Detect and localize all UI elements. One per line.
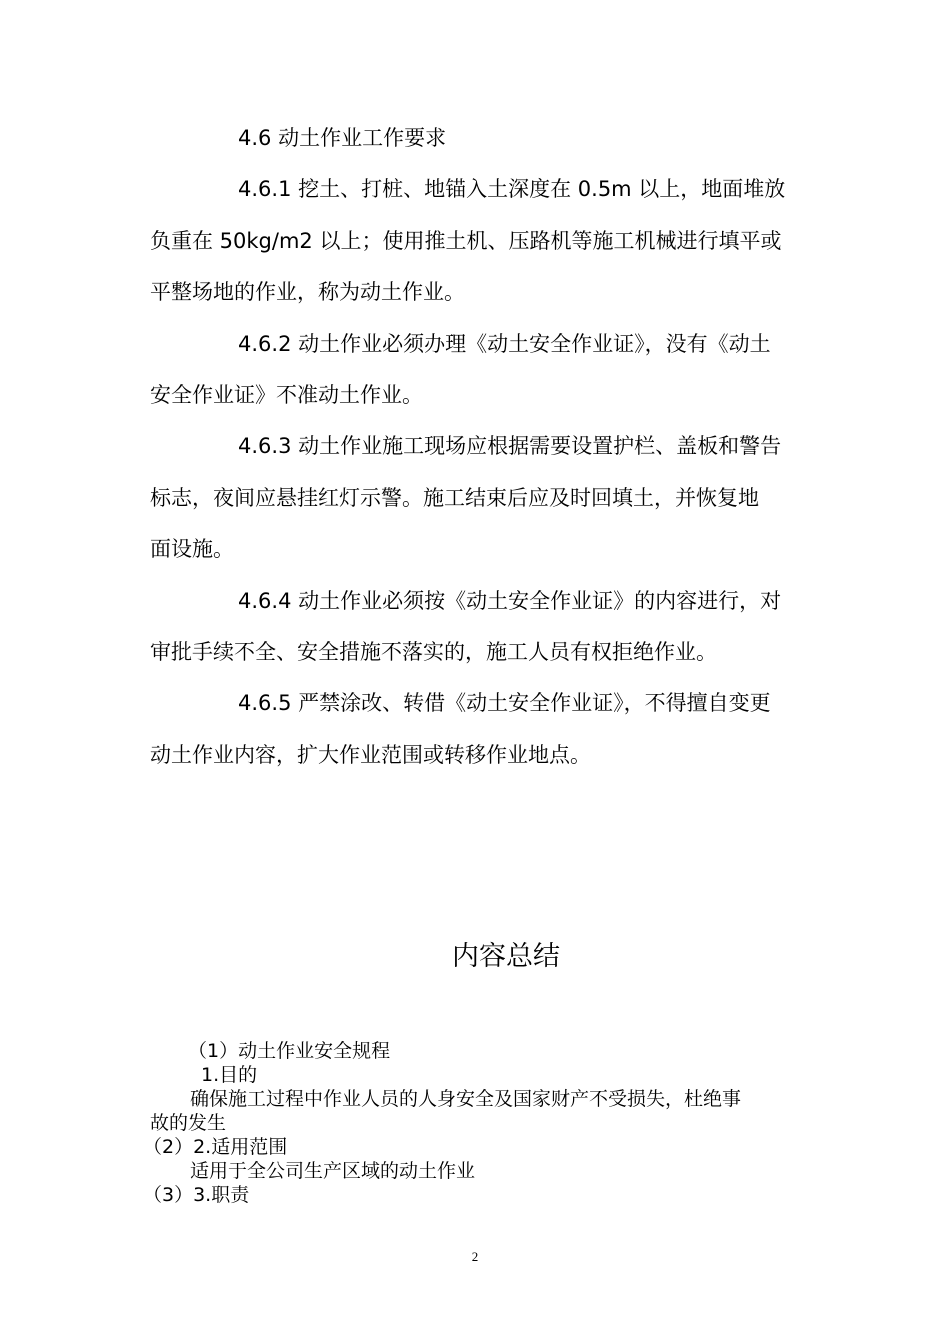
paragraph-line: 审批手续不全、安全措施不落实的，施工人员有权拒绝作业。 bbox=[150, 640, 717, 664]
summary-item: （3）3.职责 bbox=[143, 1184, 250, 1206]
paragraph-line: 安全作业证》不准动土作业。 bbox=[150, 383, 423, 407]
paragraph-line: 标志，夜间应悬挂红灯示警。施工结束后应及时回填土，并恢复地 bbox=[150, 486, 759, 510]
paragraph-line: 4.6.5 严禁涂改、转借《动土安全作业证》，不得擅自变更 bbox=[238, 691, 771, 715]
paragraph-line: 面设施。 bbox=[150, 537, 234, 561]
summary-title: 内容总结 bbox=[452, 941, 560, 972]
paragraph-line: 负重在 50kg/m2 以上；使用推土机、压路机等施工机械进行填平或 bbox=[150, 229, 782, 253]
page-number: 2 bbox=[471, 1249, 479, 1264]
heading-4-6: 4.6 动土作业工作要求 bbox=[238, 126, 447, 150]
summary-item: （2）2.适用范围 bbox=[143, 1136, 288, 1158]
paragraph-line: 4.6.3 动土作业施工现场应根据需要设置护栏、盖板和警告 bbox=[238, 434, 782, 458]
summary-item: （1）动土作业安全规程 bbox=[188, 1040, 391, 1062]
paragraph-line: 4.6.4 动土作业必须按《动土安全作业证》的内容进行，对 bbox=[238, 589, 782, 613]
summary-item: 故的发生 bbox=[150, 1112, 227, 1134]
paragraph-line: 4.6.2 动土作业必须办理《动土安全作业证》，没有《动土 bbox=[238, 332, 771, 356]
paragraph-line: 平整场地的作业，称为动土作业。 bbox=[150, 280, 465, 304]
paragraph-line: 4.6.1 挖土、打桩、地锚入土深度在 0.5m 以上，地面堆放 bbox=[238, 177, 786, 201]
paragraph-line: 动土作业内容，扩大作业范围或转移作业地点。 bbox=[150, 743, 591, 767]
summary-item: 确保施工过程中作业人员的人身安全及国家财产不受损失，杜绝事 bbox=[190, 1088, 742, 1110]
summary-item: 适用于全公司生产区域的动土作业 bbox=[190, 1160, 476, 1182]
summary-item: 1.目的 bbox=[201, 1064, 258, 1086]
